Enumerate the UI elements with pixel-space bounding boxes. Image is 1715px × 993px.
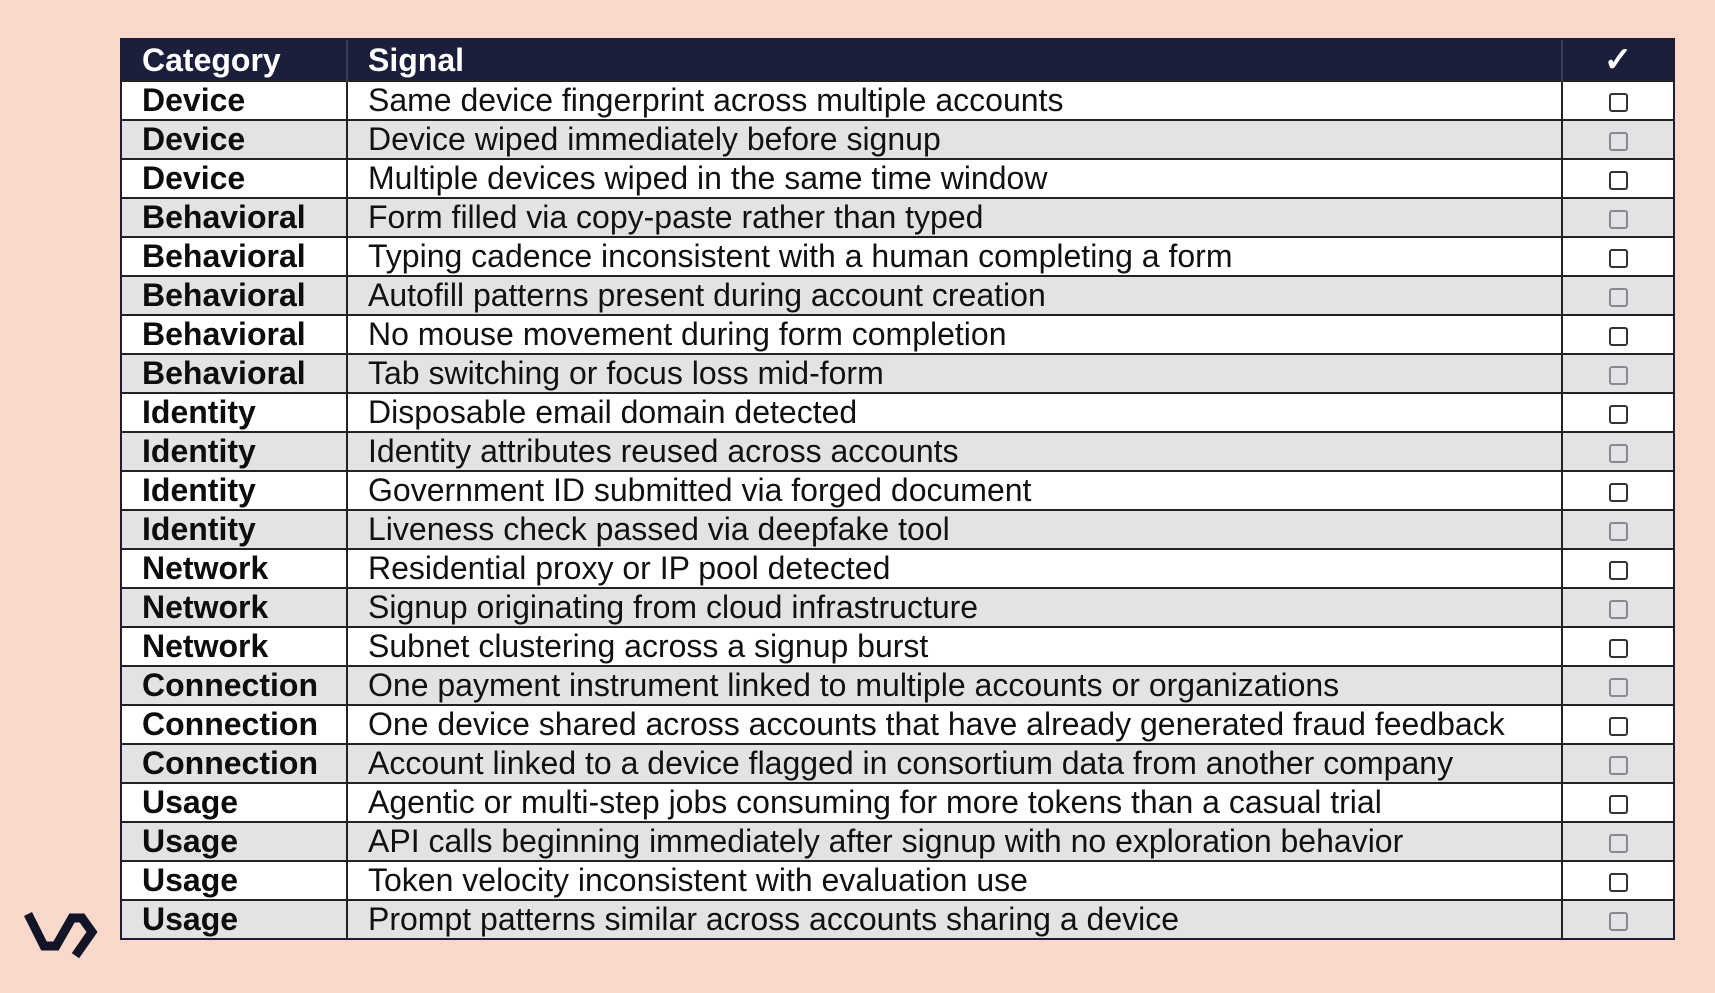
row-category: Identity xyxy=(122,471,347,510)
row-signal: Identity attributes reused across accounts xyxy=(347,432,1562,471)
row-check-cell xyxy=(1562,510,1673,549)
row-category: Network xyxy=(122,627,347,666)
row-check-cell xyxy=(1562,198,1673,237)
row-check-cell xyxy=(1562,354,1673,393)
table-row xyxy=(122,354,1673,393)
table-header xyxy=(122,40,1673,81)
row-checkbox[interactable] xyxy=(1609,561,1628,580)
row-signal: Typing cadence inconsistent with a human completing a form xyxy=(347,237,1562,276)
table-body xyxy=(122,81,1673,938)
row-category: Usage xyxy=(122,900,347,938)
table-row xyxy=(122,471,1673,510)
row-signal: Tab switching or focus loss mid-form xyxy=(347,354,1562,393)
row-check-cell xyxy=(1562,744,1673,783)
row-checkbox[interactable] xyxy=(1609,756,1628,775)
row-category: Usage xyxy=(122,822,347,861)
row-category: Usage xyxy=(122,861,347,900)
row-checkbox[interactable] xyxy=(1609,483,1628,502)
row-checkbox[interactable] xyxy=(1609,171,1628,190)
table-row xyxy=(122,744,1673,783)
row-checkbox[interactable] xyxy=(1609,249,1628,268)
row-signal: Residential proxy or IP pool detected xyxy=(347,549,1562,588)
row-category: Device xyxy=(122,159,347,198)
row-check-cell xyxy=(1562,81,1673,120)
column-header-check: ✓ xyxy=(1562,40,1673,81)
row-signal: Liveness check passed via deepfake tool xyxy=(347,510,1562,549)
row-category: Connection xyxy=(122,744,347,783)
row-signal: API calls beginning immediately after signup with no exploration behavior xyxy=(347,822,1562,861)
table-row xyxy=(122,510,1673,549)
row-check-cell xyxy=(1562,705,1673,744)
signal-checklist-table xyxy=(120,38,1675,940)
brand-logo-icon xyxy=(24,904,98,960)
row-check-cell xyxy=(1562,627,1673,666)
row-checkbox[interactable] xyxy=(1609,795,1628,814)
row-checkbox[interactable] xyxy=(1609,132,1628,151)
row-category: Connection xyxy=(122,666,347,705)
row-category: Identity xyxy=(122,393,347,432)
row-signal: Account linked to a device flagged in consortium data from another company xyxy=(347,744,1562,783)
row-check-cell xyxy=(1562,315,1673,354)
row-signal: Disposable email domain detected xyxy=(347,393,1562,432)
table-row xyxy=(122,549,1673,588)
row-check-cell xyxy=(1562,471,1673,510)
row-category: Identity xyxy=(122,510,347,549)
table-header-row xyxy=(122,40,1673,81)
table-row xyxy=(122,627,1673,666)
row-signal: Government ID submitted via forged document xyxy=(347,471,1562,510)
table-row xyxy=(122,861,1673,900)
table-row xyxy=(122,666,1673,705)
row-check-cell xyxy=(1562,432,1673,471)
row-checkbox[interactable] xyxy=(1609,210,1628,229)
column-header-category: Category xyxy=(122,40,347,81)
row-category: Usage xyxy=(122,783,347,822)
row-checkbox[interactable] xyxy=(1609,912,1628,931)
table-row xyxy=(122,822,1673,861)
row-check-cell xyxy=(1562,549,1673,588)
row-checkbox[interactable] xyxy=(1609,600,1628,619)
row-category: Network xyxy=(122,588,347,627)
row-category: Device xyxy=(122,120,347,159)
row-signal: Multiple devices wiped in the same time window xyxy=(347,159,1562,198)
table-row xyxy=(122,159,1673,198)
table-row xyxy=(122,432,1673,471)
row-category: Behavioral xyxy=(122,237,347,276)
row-signal: Prompt patterns similar across accounts sharing a device xyxy=(347,900,1562,938)
row-signal: Subnet clustering across a signup burst xyxy=(347,627,1562,666)
row-signal: No mouse movement during form completion xyxy=(347,315,1562,354)
row-check-cell xyxy=(1562,861,1673,900)
row-signal: Agentic or multi-step jobs consuming for more tokens than a casual trial xyxy=(347,783,1562,822)
row-checkbox[interactable] xyxy=(1609,678,1628,697)
row-checkbox[interactable] xyxy=(1609,522,1628,541)
row-checkbox[interactable] xyxy=(1609,834,1628,853)
table-row xyxy=(122,315,1673,354)
table-row xyxy=(122,276,1673,315)
table-row xyxy=(122,588,1673,627)
table-row xyxy=(122,783,1673,822)
row-category: Identity xyxy=(122,432,347,471)
row-check-cell xyxy=(1562,666,1673,705)
row-signal: One device shared across accounts that have already generated fraud feedback xyxy=(347,705,1562,744)
row-check-cell xyxy=(1562,237,1673,276)
row-checkbox[interactable] xyxy=(1609,717,1628,736)
row-category: Network xyxy=(122,549,347,588)
table-row xyxy=(122,237,1673,276)
row-check-cell xyxy=(1562,393,1673,432)
row-category: Behavioral xyxy=(122,276,347,315)
table-row xyxy=(122,198,1673,237)
table-row xyxy=(122,705,1673,744)
table-row xyxy=(122,120,1673,159)
row-category: Behavioral xyxy=(122,198,347,237)
row-signal: Token velocity inconsistent with evaluation use xyxy=(347,861,1562,900)
signal-table xyxy=(122,40,1673,938)
row-category: Behavioral xyxy=(122,315,347,354)
row-signal: Autofill patterns present during account creation xyxy=(347,276,1562,315)
row-signal: Device wiped immediately before signup xyxy=(347,120,1562,159)
row-category: Behavioral xyxy=(122,354,347,393)
row-check-cell xyxy=(1562,900,1673,938)
column-header-signal: Signal xyxy=(347,40,1562,81)
row-category: Device xyxy=(122,81,347,120)
row-signal: Signup originating from cloud infrastructure xyxy=(347,588,1562,627)
row-checkbox[interactable] xyxy=(1609,366,1628,385)
row-checkbox[interactable] xyxy=(1609,93,1628,112)
row-signal: One payment instrument linked to multiple accounts or organizations xyxy=(347,666,1562,705)
row-category: Connection xyxy=(122,705,347,744)
row-checkbox[interactable] xyxy=(1609,639,1628,658)
row-check-cell xyxy=(1562,783,1673,822)
row-checkbox[interactable] xyxy=(1609,327,1628,346)
row-checkbox[interactable] xyxy=(1609,873,1628,892)
table-row xyxy=(122,900,1673,938)
table-row xyxy=(122,81,1673,120)
row-check-cell xyxy=(1562,120,1673,159)
table-row xyxy=(122,393,1673,432)
row-signal: Same device fingerprint across multiple accounts xyxy=(347,81,1562,120)
row-check-cell xyxy=(1562,822,1673,861)
row-check-cell xyxy=(1562,159,1673,198)
row-checkbox[interactable] xyxy=(1609,405,1628,424)
row-check-cell xyxy=(1562,276,1673,315)
row-check-cell xyxy=(1562,588,1673,627)
row-checkbox[interactable] xyxy=(1609,288,1628,307)
row-checkbox[interactable] xyxy=(1609,444,1628,463)
row-signal: Form filled via copy-paste rather than typed xyxy=(347,198,1562,237)
